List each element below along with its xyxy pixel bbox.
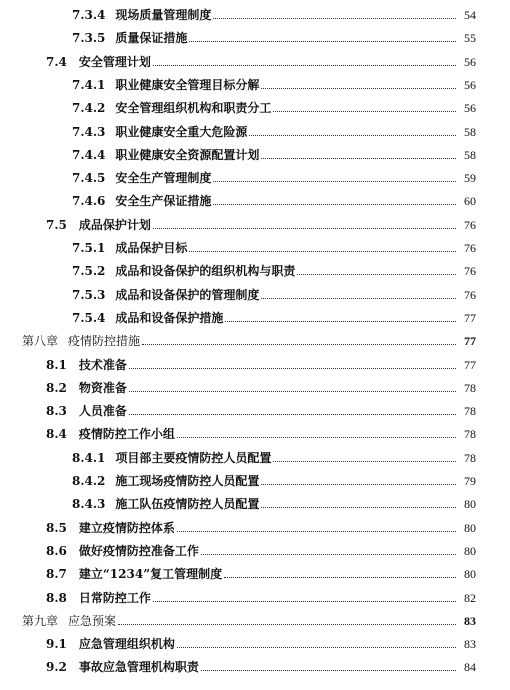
toc-entry-number: 8.4 (46, 427, 67, 442)
toc-entry-title: 事故应急管理机构职责 (78, 660, 199, 675)
toc-entry-page: 76 (464, 241, 476, 255)
toc-entry-page: 58 (464, 147, 476, 162)
toc-entry-number: 9.1 (46, 637, 67, 652)
dot-leader (201, 670, 456, 671)
toc-entry-title: 安全管理组织机构和职责分工 (115, 101, 272, 116)
toc-entry[interactable] (0, 212, 510, 232)
toc-entry-title: 成品和设备保护的管理制度 (115, 287, 260, 302)
toc-entry-number: 7.4.1 (72, 77, 106, 92)
toc-entry-page: 76 (464, 264, 476, 279)
toc-entry-title: 疫情防控工作小组 (78, 427, 175, 442)
dot-leader (213, 204, 456, 205)
toc-entry-number: 8.4.2 (72, 474, 106, 488)
dot-leader (261, 158, 456, 159)
dot-leader (129, 368, 456, 369)
toc-entry[interactable] (0, 305, 510, 325)
toc-entry-page: 56 (464, 101, 476, 116)
dot-leader (153, 65, 456, 66)
toc-entry-title: 质量保证措施 (115, 31, 188, 46)
toc-entry-number: 9.2 (46, 660, 67, 675)
toc-entry-number: 8.4.1 (72, 450, 106, 465)
toc-entry-page: 80 (464, 497, 476, 512)
toc-entry[interactable] (0, 538, 510, 558)
toc-entry-number: 7.4.3 (72, 124, 106, 139)
toc-entry-title: 安全生产保证措施 (115, 194, 212, 209)
toc-entry[interactable] (0, 328, 510, 348)
toc-entry-title: 建立“1234”复工管理制度 (78, 567, 223, 582)
toc-entry-page: 84 (464, 660, 476, 675)
dot-leader (189, 41, 456, 42)
toc-entry[interactable] (0, 2, 510, 22)
toc-entry[interactable] (0, 631, 510, 651)
dot-leader (118, 624, 456, 625)
toc-entry-title: 成品和设备保护的组织机构与职责 (115, 264, 296, 279)
toc-entry[interactable] (0, 188, 510, 208)
toc-entry-number: 7.5 (46, 217, 67, 232)
dot-leader (177, 531, 456, 532)
toc-entry-page: 77 (464, 357, 476, 372)
dot-leader (261, 88, 456, 89)
toc-entry[interactable] (0, 608, 510, 628)
toc-entry[interactable] (0, 72, 510, 92)
toc-entry[interactable] (0, 119, 510, 139)
toc-entry[interactable] (0, 282, 510, 302)
dot-leader (129, 391, 456, 392)
toc-entry[interactable] (0, 258, 510, 278)
toc-entry-page: 79 (464, 474, 476, 488)
toc-entry-number: 7.5.2 (72, 264, 106, 279)
toc-entry-page: 82 (464, 590, 476, 605)
toc-entry-number: 第八章 (22, 334, 59, 349)
toc-entry-number: 7.4 (46, 54, 67, 69)
toc-entry-page: 56 (464, 54, 476, 69)
toc-entry-number: 8.3 (46, 404, 67, 419)
toc-entry-number: 8.5 (46, 520, 67, 535)
toc-entry[interactable] (0, 421, 510, 441)
toc-entry-page: 59 (464, 171, 476, 186)
toc-entry[interactable] (0, 468, 510, 488)
toc-entry[interactable] (0, 585, 510, 605)
dot-leader (213, 18, 456, 19)
dot-leader (129, 414, 456, 415)
toc-entry-title: 成品和设备保护措施 (115, 310, 224, 325)
toc-entry[interactable] (0, 49, 510, 69)
dot-leader (273, 111, 456, 112)
toc-entry-number: 7.4.4 (72, 147, 106, 162)
dot-leader (177, 437, 456, 438)
toc-entry-title: 施工队伍疫情防控人员配置 (115, 497, 260, 512)
toc-entry-title: 疫情防控措施 (68, 334, 141, 349)
toc-entry-page: 56 (464, 77, 476, 92)
toc-entry[interactable] (0, 165, 510, 185)
toc-entry-number: 8.6 (46, 543, 67, 558)
toc-entry[interactable] (0, 25, 510, 45)
toc-entry-page: 76 (464, 217, 476, 232)
toc-entry-title: 成品保护计划 (78, 217, 151, 232)
toc-entry[interactable] (0, 561, 510, 581)
toc-entry-page: 80 (464, 543, 476, 558)
toc-entry-page: 78 (464, 404, 476, 419)
dot-leader (201, 554, 456, 555)
toc-entry-number: 第九章 (22, 613, 59, 628)
dot-leader (249, 135, 456, 136)
toc-entry[interactable] (0, 375, 510, 395)
toc-entry-page: 77 (464, 334, 476, 349)
dot-leader (213, 181, 456, 182)
toc-entry-title: 应急管理组织机构 (78, 637, 175, 652)
toc-entry-number: 7.4.6 (72, 194, 106, 209)
toc-entry-number: 8.8 (46, 590, 67, 605)
toc-entry-number: 7.5.3 (72, 287, 106, 302)
toc-entry-title: 物资准备 (78, 380, 127, 395)
toc-entry-number: 8.2 (46, 380, 67, 395)
toc-entry-number: 7.5.4 (72, 310, 106, 325)
toc-entry-title: 做好疫情防控准备工作 (78, 543, 199, 558)
toc-entry-title: 应急预案 (68, 613, 117, 628)
toc-entry-title: 职业健康安全管理目标分解 (115, 77, 260, 92)
toc-entry-title: 技术准备 (78, 357, 127, 372)
toc-entry-number: 8.1 (46, 357, 67, 372)
toc-entry-title: 职业健康安全资源配置计划 (115, 147, 260, 162)
dot-leader (261, 484, 456, 485)
toc-entry-page: 78 (464, 450, 476, 465)
toc-entry-page: 83 (464, 637, 476, 652)
dot-leader (261, 298, 456, 299)
toc-entry-number: 8.4.3 (72, 497, 106, 512)
toc-entry-title: 安全管理计划 (78, 54, 151, 69)
toc-entry-title: 施工现场疫情防控人员配置 (115, 474, 260, 488)
toc-entry[interactable] (0, 95, 510, 115)
toc-entry-title: 人员准备 (78, 404, 127, 419)
dot-leader (189, 251, 456, 252)
toc-entry[interactable] (0, 235, 510, 255)
toc-entry-page: 76 (464, 287, 476, 302)
toc-entry-number: 8.7 (46, 567, 67, 582)
dot-leader (153, 228, 456, 229)
toc-entry[interactable] (0, 515, 510, 535)
toc-entry-page: 58 (464, 124, 476, 139)
toc-entry-title: 职业健康安全重大危险源 (115, 124, 248, 139)
dot-leader (224, 577, 456, 578)
toc-entry-page: 60 (464, 194, 476, 209)
toc-entry[interactable] (0, 445, 510, 465)
toc-entry-title: 建立疫情防控体系 (78, 520, 175, 535)
toc-entry-page: 54 (464, 8, 476, 22)
dot-leader (297, 274, 456, 275)
dot-leader (273, 461, 456, 462)
toc-entry-page: 55 (464, 31, 476, 46)
toc-entry[interactable] (0, 491, 510, 511)
toc-entry-number: 7.4.5 (72, 171, 106, 186)
toc-entry-page: 80 (464, 567, 476, 582)
dot-leader (177, 647, 456, 648)
dot-leader (142, 344, 456, 345)
toc-entry-number: 7.4.2 (72, 101, 106, 116)
dot-leader (261, 507, 456, 508)
toc-entry-page: 80 (464, 520, 476, 535)
dot-leader (153, 601, 456, 602)
toc-entry[interactable] (0, 142, 510, 162)
toc-entry-title: 项目部主要疫情防控人员配置 (115, 450, 272, 465)
toc-entry-title: 日常防控工作 (78, 590, 151, 605)
toc-entry-title: 现场质量管理制度 (115, 8, 212, 22)
toc-entry[interactable] (0, 352, 510, 372)
dot-leader (225, 321, 456, 322)
toc-entry[interactable] (0, 654, 510, 674)
toc-entry-page: 78 (464, 427, 476, 442)
toc-entry-page: 77 (464, 310, 476, 325)
toc-entry-number: 7.3.5 (72, 31, 106, 46)
toc-entry-page: 78 (464, 380, 476, 395)
toc-entry-number: 7.3.4 (72, 8, 106, 22)
toc-entry-title: 安全生产管理制度 (115, 171, 212, 186)
toc-entry-title: 成品保护目标 (115, 241, 188, 255)
toc-entry-number: 7.5.1 (72, 241, 106, 255)
toc-entry-page: 83 (464, 613, 476, 628)
toc-entry[interactable] (0, 398, 510, 418)
